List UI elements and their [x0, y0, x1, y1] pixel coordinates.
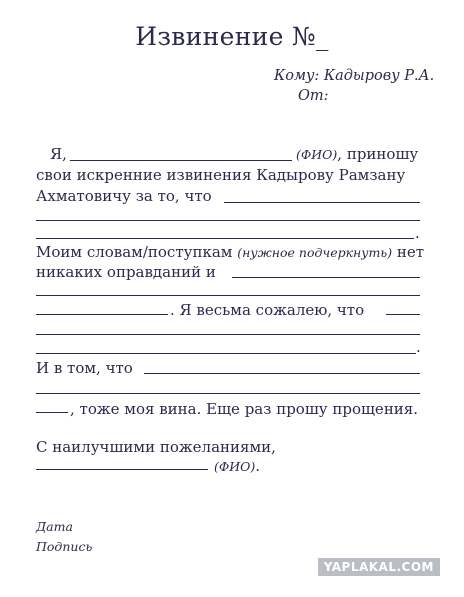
text-l5-end: . — [415, 224, 420, 242]
blank-reason-3[interactable] — [36, 224, 414, 239]
hint-underline: (нужное подчеркнуть) — [237, 245, 393, 260]
text-l16-dot: . — [255, 457, 261, 475]
text-l7: никаких оправданий и — [36, 263, 216, 281]
blank-regret-1[interactable] — [386, 300, 420, 315]
blank-reason-1[interactable] — [224, 188, 420, 203]
watermark: YAPLAKAL.COM — [318, 558, 440, 576]
blank-fault-2[interactable] — [36, 379, 420, 394]
page-title: Извинение №_ — [135, 22, 329, 51]
text-l1-end — [296, 145, 418, 164]
text-l9: . Я весьма сожалею, что — [170, 301, 365, 319]
blank-fault-3[interactable] — [36, 398, 68, 413]
text-l14: , тоже моя вина. Еще раз прошу прощения. — [70, 400, 419, 418]
recipient-field: Кому: Кадырову Р.А. — [274, 68, 435, 84]
hint-fio-2: (ФИО) — [214, 459, 256, 474]
text-l2: свои искренние извинения Кадырову Рамзану — [36, 166, 406, 184]
blank-fio[interactable] — [70, 146, 292, 161]
text-l6-b: нет — [396, 243, 425, 261]
sender-field: От: — [298, 88, 329, 104]
blank-regret-2[interactable] — [36, 320, 420, 335]
text-l16-end — [214, 457, 260, 476]
blank-excuse-1[interactable] — [232, 263, 420, 278]
blank-excuse-3[interactable] — [36, 300, 168, 315]
text-l12: И в том, что — [36, 359, 133, 377]
blank-regret-3[interactable] — [36, 339, 416, 354]
text-l6 — [36, 243, 424, 262]
blank-signature-fio[interactable] — [36, 455, 208, 470]
signature-label: Подпись — [36, 539, 93, 554]
text-l3: Ахматовичу за то, что — [36, 187, 212, 205]
blank-fault-1[interactable] — [144, 359, 420, 374]
hint-fio: (ФИО) — [296, 147, 338, 162]
text-l1-b: , приношу — [337, 145, 419, 163]
text-l6-a: Моим словам/поступкам — [36, 243, 233, 261]
text-i: Я, — [50, 145, 67, 163]
blank-reason-2[interactable] — [36, 206, 420, 221]
text-l11-end: . — [416, 338, 421, 356]
text-l15: С наилучшими пожеланиями, — [36, 438, 276, 456]
blank-excuse-2[interactable] — [36, 281, 420, 296]
date-label: Дата — [36, 519, 73, 534]
